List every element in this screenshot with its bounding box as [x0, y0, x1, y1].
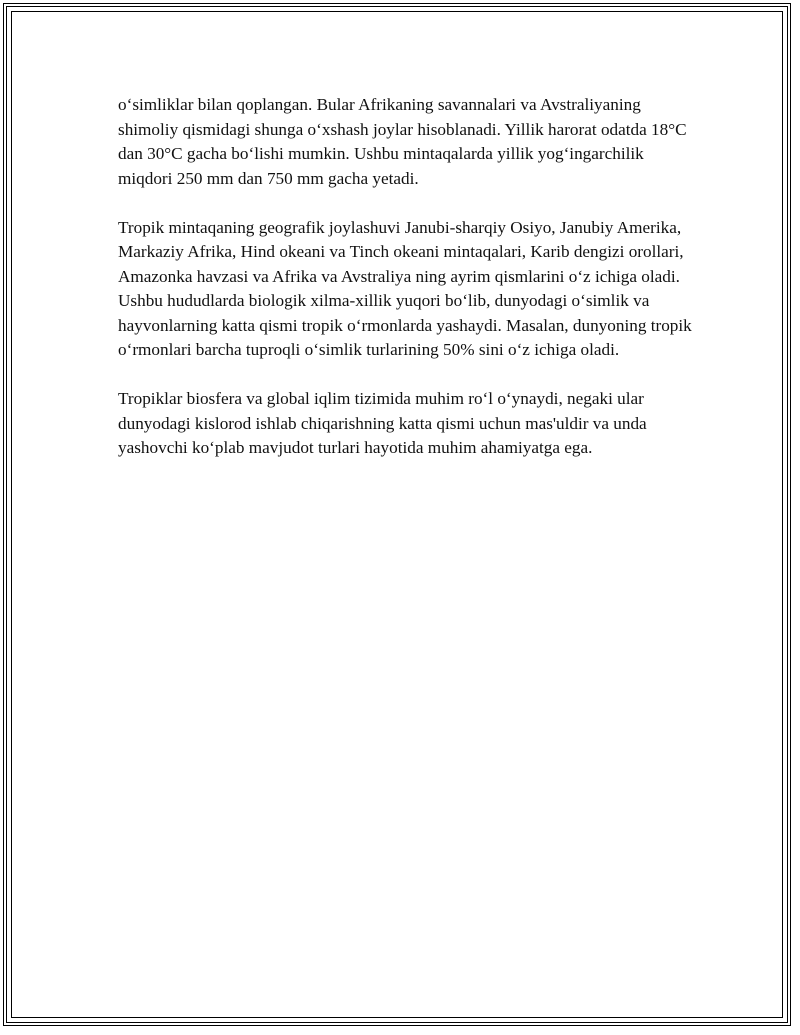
- paragraph-2: Tropik mintaqaning geografik joylashuvi Janubi-sharqiy Osiyo, Janubiy Amerika, Markaziy Afrika, Hind okeani va Tinch okeani mintaqalari, Karib dengizi orollari, Amazonka havzasi va Afrika va Avstraliya ning ayrim qismlarini o‘z ichiga oladi. Ushbu hududlarda biologik xilma-xillik yuqori bo‘lib, dunyodagi o‘simlik va hayvonlarning katta qismi tropik o‘rmonlarda yashaydi. Masalan, dunyoning tropik o‘rmonlari barcha tuproqli o‘simlik turlarining 50% sini o‘z ichiga oladi.: [118, 217, 692, 359]
- paragraph-1: o‘simliklar bilan qoplangan. Bular Afrikaning savannalari va Avstraliyaning shimoliy qismidagi shunga o‘xshash joylar hisoblanadi. Yillik harorat odatda 18°C dan 30°C gacha bo‘lishi mumkin. Ushbu mintaqalarda yillik yog‘ingarchilik miqdori 250 mm dan 750 mm gacha yetadi.: [118, 95, 687, 188]
- document-body: [118, 93, 698, 485]
- paragraph-3: Tropiklar biosfera va global iqlim tizimida muhim ro‘l o‘ynaydi, negaki ular dunyodagi kislorod ishlab chiqarishning katta qismi uchun mas'uldir va unda yashovchi ko‘plab mavjudot turlari hayotida muhim ahamiyatga ega.: [118, 389, 647, 457]
